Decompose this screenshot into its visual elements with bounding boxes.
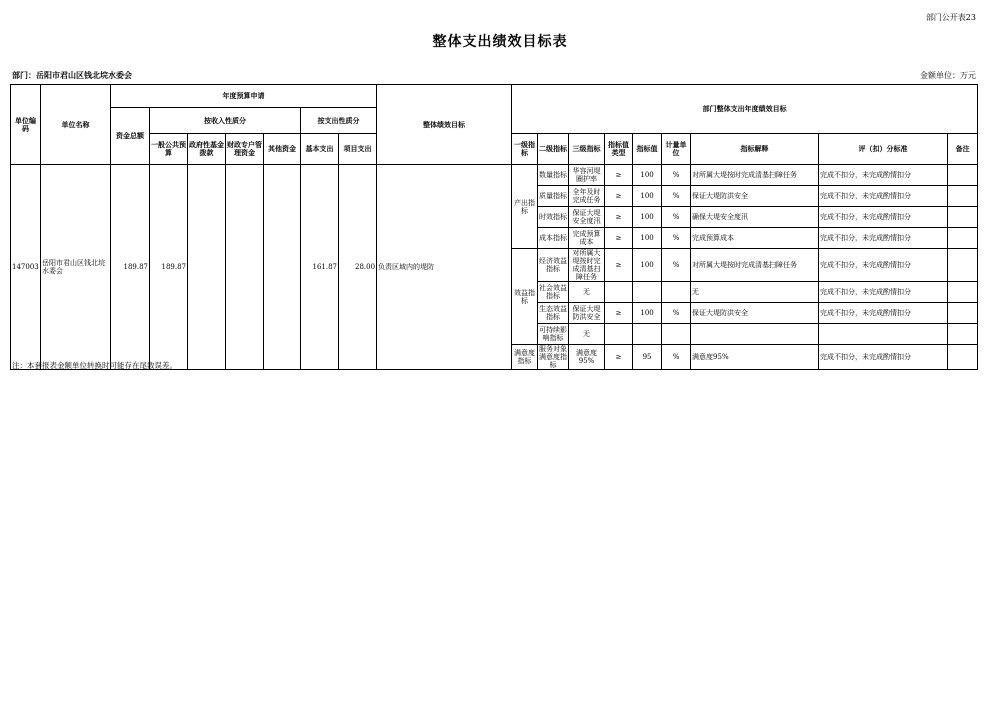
level2-cell: 数量指标 <box>538 165 569 186</box>
remark-cell <box>948 282 978 303</box>
level2-cell: 经济效益指标 <box>538 249 569 282</box>
header-remark: 备注 <box>948 134 978 165</box>
scoring-cell: 完成不扣分，未完成酌情扣分 <box>819 228 948 249</box>
level2-cell: 生态效益指标 <box>538 303 569 324</box>
performance-table <box>10 84 978 370</box>
header-project-expense: 项目支出 <box>339 134 377 165</box>
header-level1: 一级指标 <box>512 134 538 165</box>
measure-unit-cell: % <box>662 186 691 207</box>
explanation-cell: 对所属大堤按时完成清基扫障任务 <box>691 249 819 282</box>
header-gov-fund: 政府性基金拨款 <box>188 134 226 165</box>
overall-goal-cell: 负责区域内的堤防 <box>377 165 512 370</box>
header-value-type: 指标值类型 <box>605 134 633 165</box>
department-label: 部门：岳阳市君山区钱北垸水委会 <box>12 70 132 80</box>
remark-cell <box>948 249 978 282</box>
value-cell: 95 <box>633 345 662 370</box>
group-benefit: 效益指标 <box>512 249 538 345</box>
header-measure-unit: 计量单位 <box>662 134 691 165</box>
explanation-cell: 保证大堤防洪安全 <box>691 186 819 207</box>
gov-fund-cell <box>188 165 226 370</box>
level3-cell: 华容河堤圈护率 <box>569 165 605 186</box>
header-level3: 三级指标 <box>569 134 605 165</box>
scoring-cell <box>819 324 948 345</box>
level3-cell: 完成预算成本 <box>569 228 605 249</box>
header-value: 指标值 <box>633 134 662 165</box>
value-cell: 100 <box>633 207 662 228</box>
measure-unit-cell: % <box>662 345 691 370</box>
level3-cell: 保证大堤防洪安全 <box>569 303 605 324</box>
header-by-expense: 按支出性质分 <box>301 108 377 134</box>
level2-cell: 可持续影响指标 <box>538 324 569 345</box>
value-cell: 100 <box>633 303 662 324</box>
value-type-cell: ≥ <box>605 228 633 249</box>
measure-unit-cell: % <box>662 165 691 186</box>
measure-unit-cell: % <box>662 249 691 282</box>
scoring-cell: 完成不扣分，未完成酌情扣分 <box>819 165 948 186</box>
measure-unit-cell <box>662 282 691 303</box>
value-type-cell <box>605 324 633 345</box>
footnote: 注：本套报表金额单位转换时可能存在尾数误差。 <box>12 361 177 370</box>
level3-cell: 保证大堤安全度汛 <box>569 207 605 228</box>
explanation-cell: 对所属大堤按时完成清基扫障任务 <box>691 165 819 186</box>
value-cell: 100 <box>633 186 662 207</box>
measure-unit-cell: % <box>662 228 691 249</box>
value-type-cell: ≥ <box>605 207 633 228</box>
remark-cell <box>948 165 978 186</box>
explanation-cell: 满意度95% <box>691 345 819 370</box>
table-row <box>11 165 978 186</box>
explanation-cell: 确保大堤安全度汛 <box>691 207 819 228</box>
amount-unit-label: 金额单位：万元 <box>920 71 976 80</box>
header-special-fund: 财政专户管理资金 <box>226 134 264 165</box>
level3-cell: 无 <box>569 282 605 303</box>
header-explanation: 指标解释 <box>691 134 819 165</box>
header-basic-expense: 基本支出 <box>301 134 339 165</box>
header-general-budget: 一般公共预算 <box>150 134 188 165</box>
header-unit-code: 单位编码 <box>11 85 41 165</box>
remark-cell <box>948 345 978 370</box>
value-cell <box>633 324 662 345</box>
header-total-funds: 资金总额 <box>111 108 150 165</box>
value-type-cell <box>605 282 633 303</box>
level3-cell: 满意度95% <box>569 345 605 370</box>
explanation-cell: 完成预算成本 <box>691 228 819 249</box>
header-by-income: 按收入性质分 <box>150 108 301 134</box>
value-cell <box>633 282 662 303</box>
value-cell: 100 <box>633 249 662 282</box>
explanation-cell <box>691 324 819 345</box>
header-dept-goal: 部门整体支出年度绩效目标 <box>512 85 978 134</box>
measure-unit-cell <box>662 324 691 345</box>
level2-cell: 服务对象满意度指标 <box>539 345 568 369</box>
level2-cell: 社会效益指标 <box>538 282 569 303</box>
explanation-cell: 无 <box>691 282 819 303</box>
scoring-cell: 完成不扣分，未完成酌情扣分 <box>819 207 948 228</box>
scoring-cell: 完成不扣分，未完成酌情扣分 <box>819 249 948 282</box>
basic-expense-cell: 161.87 <box>301 165 339 370</box>
project-expense-cell: 28.00 <box>339 165 377 370</box>
value-type-cell: ≥ <box>605 303 633 324</box>
level2-cell: 时效指标 <box>538 207 569 228</box>
scoring-cell: 完成不扣分，未完成酌情扣分 <box>819 345 948 370</box>
scoring-cell: 完成不扣分，未完成酌情扣分 <box>819 282 948 303</box>
measure-unit-cell: % <box>662 207 691 228</box>
header-overall-goal: 整体绩效目标 <box>377 85 512 165</box>
table-number-label: 部门公开表23 <box>925 13 976 22</box>
group-satisfaction: 满意度指标 <box>512 345 538 370</box>
level3-cell: 无 <box>569 324 605 345</box>
measure-unit-cell: % <box>662 303 691 324</box>
value-type-cell: ≥ <box>605 165 633 186</box>
page-title: 整体支出绩效目标表 <box>432 34 568 50</box>
special-fund-cell <box>226 165 264 370</box>
value-type-cell: ≥ <box>605 345 633 370</box>
remark-cell <box>948 228 978 249</box>
scoring-cell: 完成不扣分，未完成酌情扣分 <box>819 186 948 207</box>
other-funds-cell <box>264 165 301 370</box>
remark-cell <box>948 324 978 345</box>
scoring-cell: 完成不扣分，未完成酌情扣分 <box>819 303 948 324</box>
group-output: 产出指标 <box>512 165 538 249</box>
value-type-cell: ≥ <box>605 186 633 207</box>
header-annual-budget: 年度预算申请 <box>111 85 377 108</box>
total-funds-cell: 189.87 <box>111 165 150 370</box>
level2-cell: 质量指标 <box>538 186 569 207</box>
unit-code-cell: 147003 <box>11 165 41 370</box>
header-level2: 二级指标 <box>538 134 569 165</box>
header-scoring: 评（扣）分标准 <box>819 134 948 165</box>
value-cell: 100 <box>633 228 662 249</box>
unit-name-cell: 岳阳市君山区钱北垸水委会 <box>41 165 111 370</box>
remark-cell <box>948 303 978 324</box>
header-other-funds: 其他资金 <box>264 134 301 165</box>
level2-cell: 成本指标 <box>538 228 569 249</box>
header-unit-name: 单位名称 <box>41 85 111 165</box>
level3-cell: 全年及时完成任务 <box>569 186 605 207</box>
value-cell: 100 <box>633 165 662 186</box>
level3-cell: 对所属大堤按时完成清基扫障任务 <box>569 249 605 282</box>
value-type-cell: ≥ <box>605 249 633 282</box>
explanation-cell: 保证大堤防洪安全 <box>691 303 819 324</box>
remark-cell <box>948 186 978 207</box>
general-budget-cell: 189.87 <box>150 165 188 370</box>
remark-cell <box>948 207 978 228</box>
